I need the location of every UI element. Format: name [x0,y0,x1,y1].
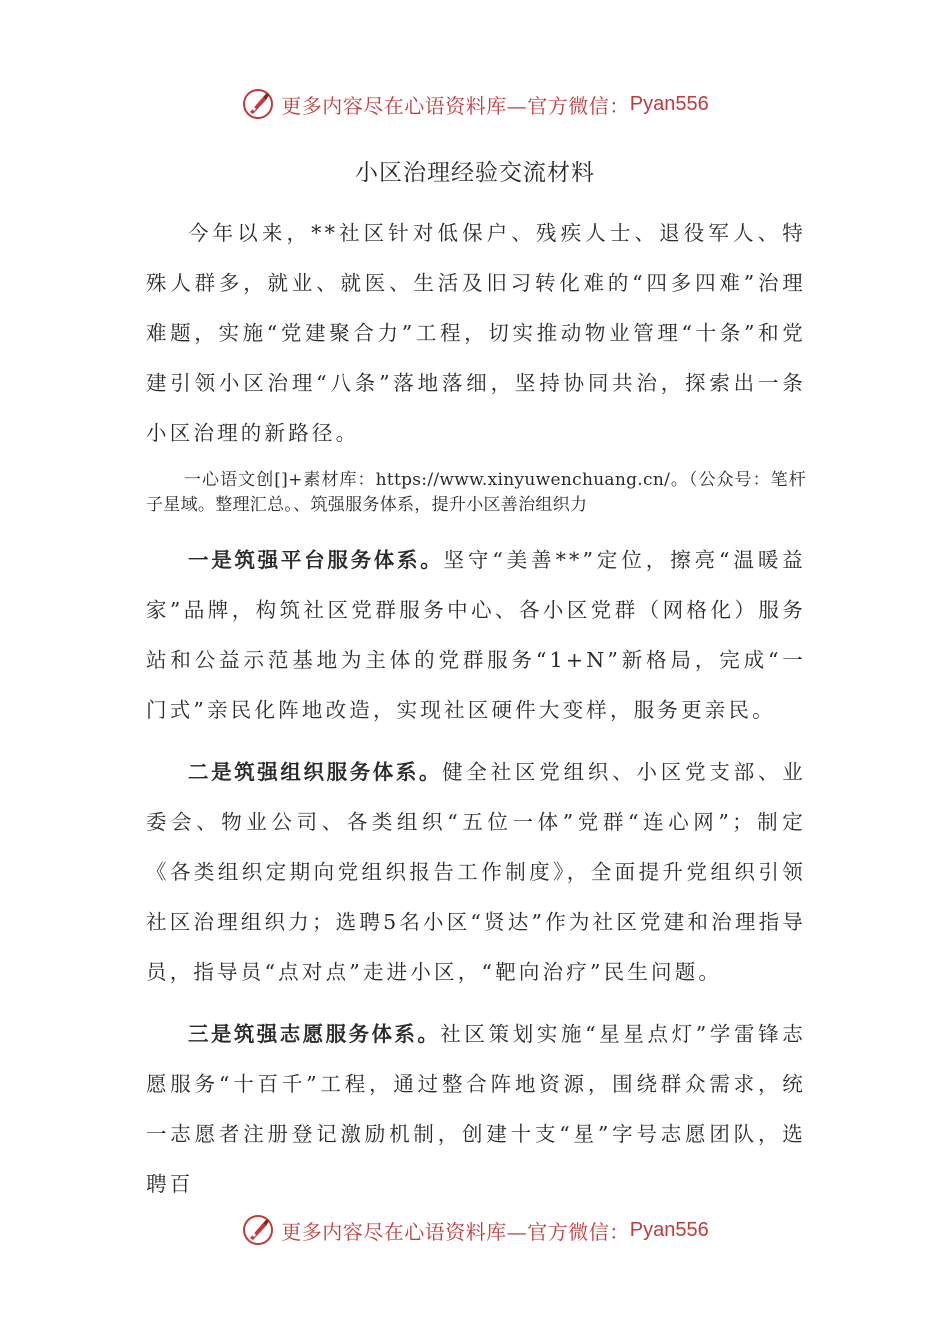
section-2-paragraph [146,747,806,997]
section-2-lead: 二是筑强组织服务体系。 [188,760,443,784]
section-1-paragraph [146,535,806,735]
intro-paragraph: 今年以来，**社区针对低保户、残疾人士、退役军人、特殊人群多，就业、就医、生活及旧习转化难的“四多四难”治理难题，实施“党建聚合力”工程，切实推动物业管理“十条”和党建引领小区治理“八条”落地落细，坚持协同共治，探索出一条小区治理的新路径。 [146,221,806,445]
header-banner-text: 更多内容尽在心语资料库—官方微信： [281,93,630,118]
section-3-lead: 三是筑强志愿服务体系。 [188,1022,441,1046]
source-note-paragraph: 一心语文创[]+素材库：https://www.xinyuwenchuang.cn/。（公众号：笔杆子星域。整理汇总。、筑强服务体系，提升小区善治组织力 [146,470,806,515]
footer-banner-wechat: Pyan556 [629,1218,709,1241]
footer-banner [0,1210,950,1250]
pen-nib-logo-icon [241,87,275,121]
section-1-body: 坚守“美善**”定位，擦亮“温暖益家”品牌，构筑社区党群服务中心、各小区党群（网格化）服务站和公益示范基地为主体的党群服务“1+N”新格局，完成“一门式”亲民化阵地改造，实现社区硬件大变样，服务更亲民。 [146,548,807,722]
section-3-body: 社区策划实施“星星点灯”学雷锋志愿服务“十百千”工程，通过整合阵地资源，围绕群众需求，统一志愿者注册登记激励机制，创建十支“星”字号志愿团队，选聘百 [146,1022,806,1196]
document-body [146,208,806,1209]
page-title: 小区治理经验交流材料 [355,160,595,186]
footer-banner-text: 更多内容尽在心语资料库—官方微信： [281,1219,630,1244]
section-1-lead: 一是筑强平台服务体系。 [188,548,444,572]
header-banner [0,84,950,124]
section-3-paragraph [146,1009,806,1209]
header-banner-wechat: Pyan556 [629,92,709,115]
paragraph-gap [146,735,806,747]
pen-nib-logo-icon [241,1213,275,1247]
section-2-body: 健全社区党组织、小区党支部、业委会、物业公司、各类组织“五位一体”党群“连心网”；制定《各类组织定期向党组织报告工作制度》，全面提升党组织引领社区治理组织力；选聘5名小区“贤达”作为社区党建和治理指导员，指导员“点对点”走进小区，“靶向治疗”民生问题。 [146,760,807,984]
paragraph-gap [146,997,806,1009]
